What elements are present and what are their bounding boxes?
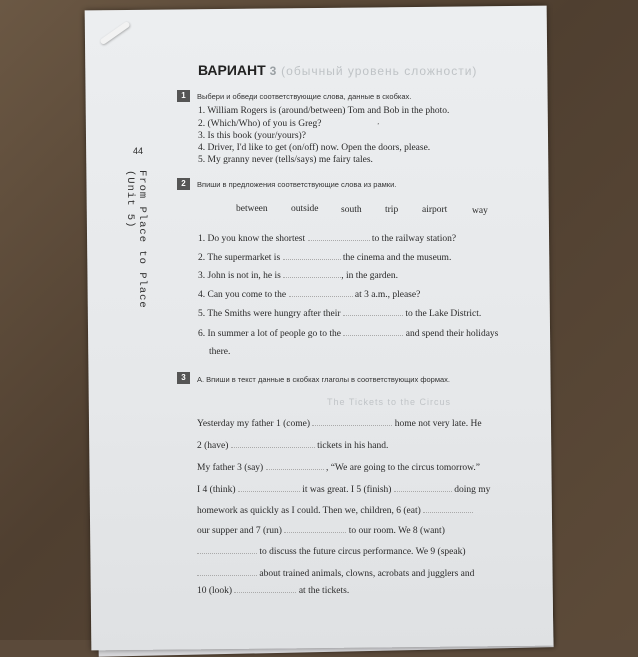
answer-blank[interactable]: [266, 469, 324, 470]
task-number-badge: 3: [177, 372, 190, 384]
answer-blank[interactable]: [283, 259, 341, 260]
item-text: to the Lake District.: [405, 309, 482, 319]
variant-level: (обычный уровень сложности): [281, 64, 478, 78]
item-text: to the railway station?: [371, 234, 457, 244]
answer-blank[interactable]: [283, 277, 341, 278]
story-line: [197, 569, 474, 579]
story-text: , “We are going to the circus tomorrow.”: [325, 463, 480, 473]
item-text: and spend their holidays: [405, 329, 499, 339]
answer-blank[interactable]: [343, 335, 403, 336]
item-text: 1. Do you know the shortest: [198, 234, 306, 244]
answer-blank[interactable]: [234, 592, 296, 593]
story-text: at the tickets.: [298, 586, 350, 596]
task3-instruction: A. Впиши в текст данные в скобках глаголы в соответствующих формах.: [197, 375, 450, 384]
story-text: tickets in his hand.: [317, 441, 389, 451]
variant-number: 3: [269, 64, 278, 78]
answer-blank[interactable]: [197, 575, 257, 576]
answer-blank[interactable]: [231, 447, 315, 448]
answer-blank[interactable]: [312, 425, 392, 426]
answer-blank[interactable]: [289, 296, 353, 297]
story-line: [197, 506, 473, 516]
task-number-badge: 1: [177, 90, 190, 102]
answer-blank[interactable]: [197, 553, 257, 554]
story-text: home not very late. He: [394, 419, 482, 429]
item-text: 3. John is not in, he is: [198, 271, 281, 281]
story-text: 2 (have): [197, 441, 229, 451]
task1-item: 3. Is this book (your/yours)?: [198, 131, 306, 141]
task1-item: 2. (Which/Who) of you is Greg?: [198, 119, 322, 129]
page-title: [198, 62, 477, 78]
pen-mark: ʼ: [377, 122, 380, 130]
variant-label: ВАРИАНТ: [198, 62, 266, 78]
story-title: The Tickets to the Circus: [327, 397, 452, 407]
item-text: at 3 a.m., please?: [354, 290, 421, 300]
answer-blank[interactable]: [308, 240, 370, 241]
item-text: 5. The Smiths were hungry after their: [198, 309, 341, 319]
task2-item: [198, 290, 420, 300]
task1-item: 1. William Rogers is (around/between) Tom and Bob in the photo.: [198, 106, 450, 116]
answer-blank[interactable]: [238, 491, 300, 492]
task2-item: [198, 271, 398, 281]
item-text: , in the garden.: [341, 271, 398, 281]
story-text: our supper and 7 (run): [197, 526, 282, 536]
answer-blank[interactable]: [423, 512, 473, 513]
side-title: From Place to Place (Unit 5): [124, 170, 148, 309]
story-line: [197, 586, 349, 596]
word-box-item: way: [472, 206, 488, 216]
item-text: 2. The supermarket is: [198, 253, 281, 263]
task1-item: 5. My granny never (tells/says) me fairy tales.: [198, 155, 373, 165]
story-text: 10 (look): [197, 586, 233, 596]
task2-item: [198, 309, 481, 319]
item-text: 4. Can you come to the: [198, 290, 287, 300]
story-text: to discuss the future circus performance. We 9 (speak): [259, 547, 466, 557]
item-text: the cinema and the museum.: [342, 253, 452, 263]
word-box-item: trip: [385, 205, 399, 215]
task2-item: [198, 329, 498, 339]
story-text: to our room. We 8 (want): [348, 526, 445, 536]
task1-item: 4. Driver, I'd like to get (on/off) now. Open the doors, please.: [198, 143, 431, 153]
story-line: [197, 441, 388, 451]
story-text: My father 3 (say): [197, 463, 264, 473]
task2-item: [198, 253, 451, 263]
word-box-item: south: [341, 205, 362, 215]
story-line: [197, 463, 480, 473]
story-text: I 4 (think): [197, 485, 236, 495]
story-line: [197, 419, 482, 429]
word-box-item: airport: [422, 205, 448, 215]
story-text: about trained animals, clowns, acrobats and jugglers and: [259, 569, 475, 579]
story-text: it was great. I 5 (finish): [302, 485, 392, 495]
task2-instruction: Впиши в предложения соответствующие слова из рамки.: [197, 180, 397, 189]
task2-item: [198, 234, 456, 244]
task1-instruction: Выбери и обведи соответствующие слова, данные в скобках.: [197, 92, 412, 101]
word-box-item: between: [236, 204, 268, 214]
answer-blank[interactable]: [284, 532, 346, 533]
story-text: doing my: [454, 485, 491, 495]
story-line: [197, 526, 445, 536]
task-number-badge: 2: [177, 178, 190, 190]
item-text: 6. In summer a lot of people go to the: [198, 329, 341, 339]
word-box-item: outside: [291, 204, 319, 214]
task2-item6-continuation: there.: [209, 347, 231, 357]
page-number: 44: [133, 146, 144, 156]
answer-blank[interactable]: [394, 491, 452, 492]
story-line: [197, 547, 466, 557]
story-text: Yesterday my father 1 (come): [197, 419, 310, 429]
story-line: [197, 485, 490, 495]
answer-blank[interactable]: [343, 315, 403, 316]
story-text: homework as quickly as I could. Then we, children, 6 (eat): [197, 506, 421, 516]
